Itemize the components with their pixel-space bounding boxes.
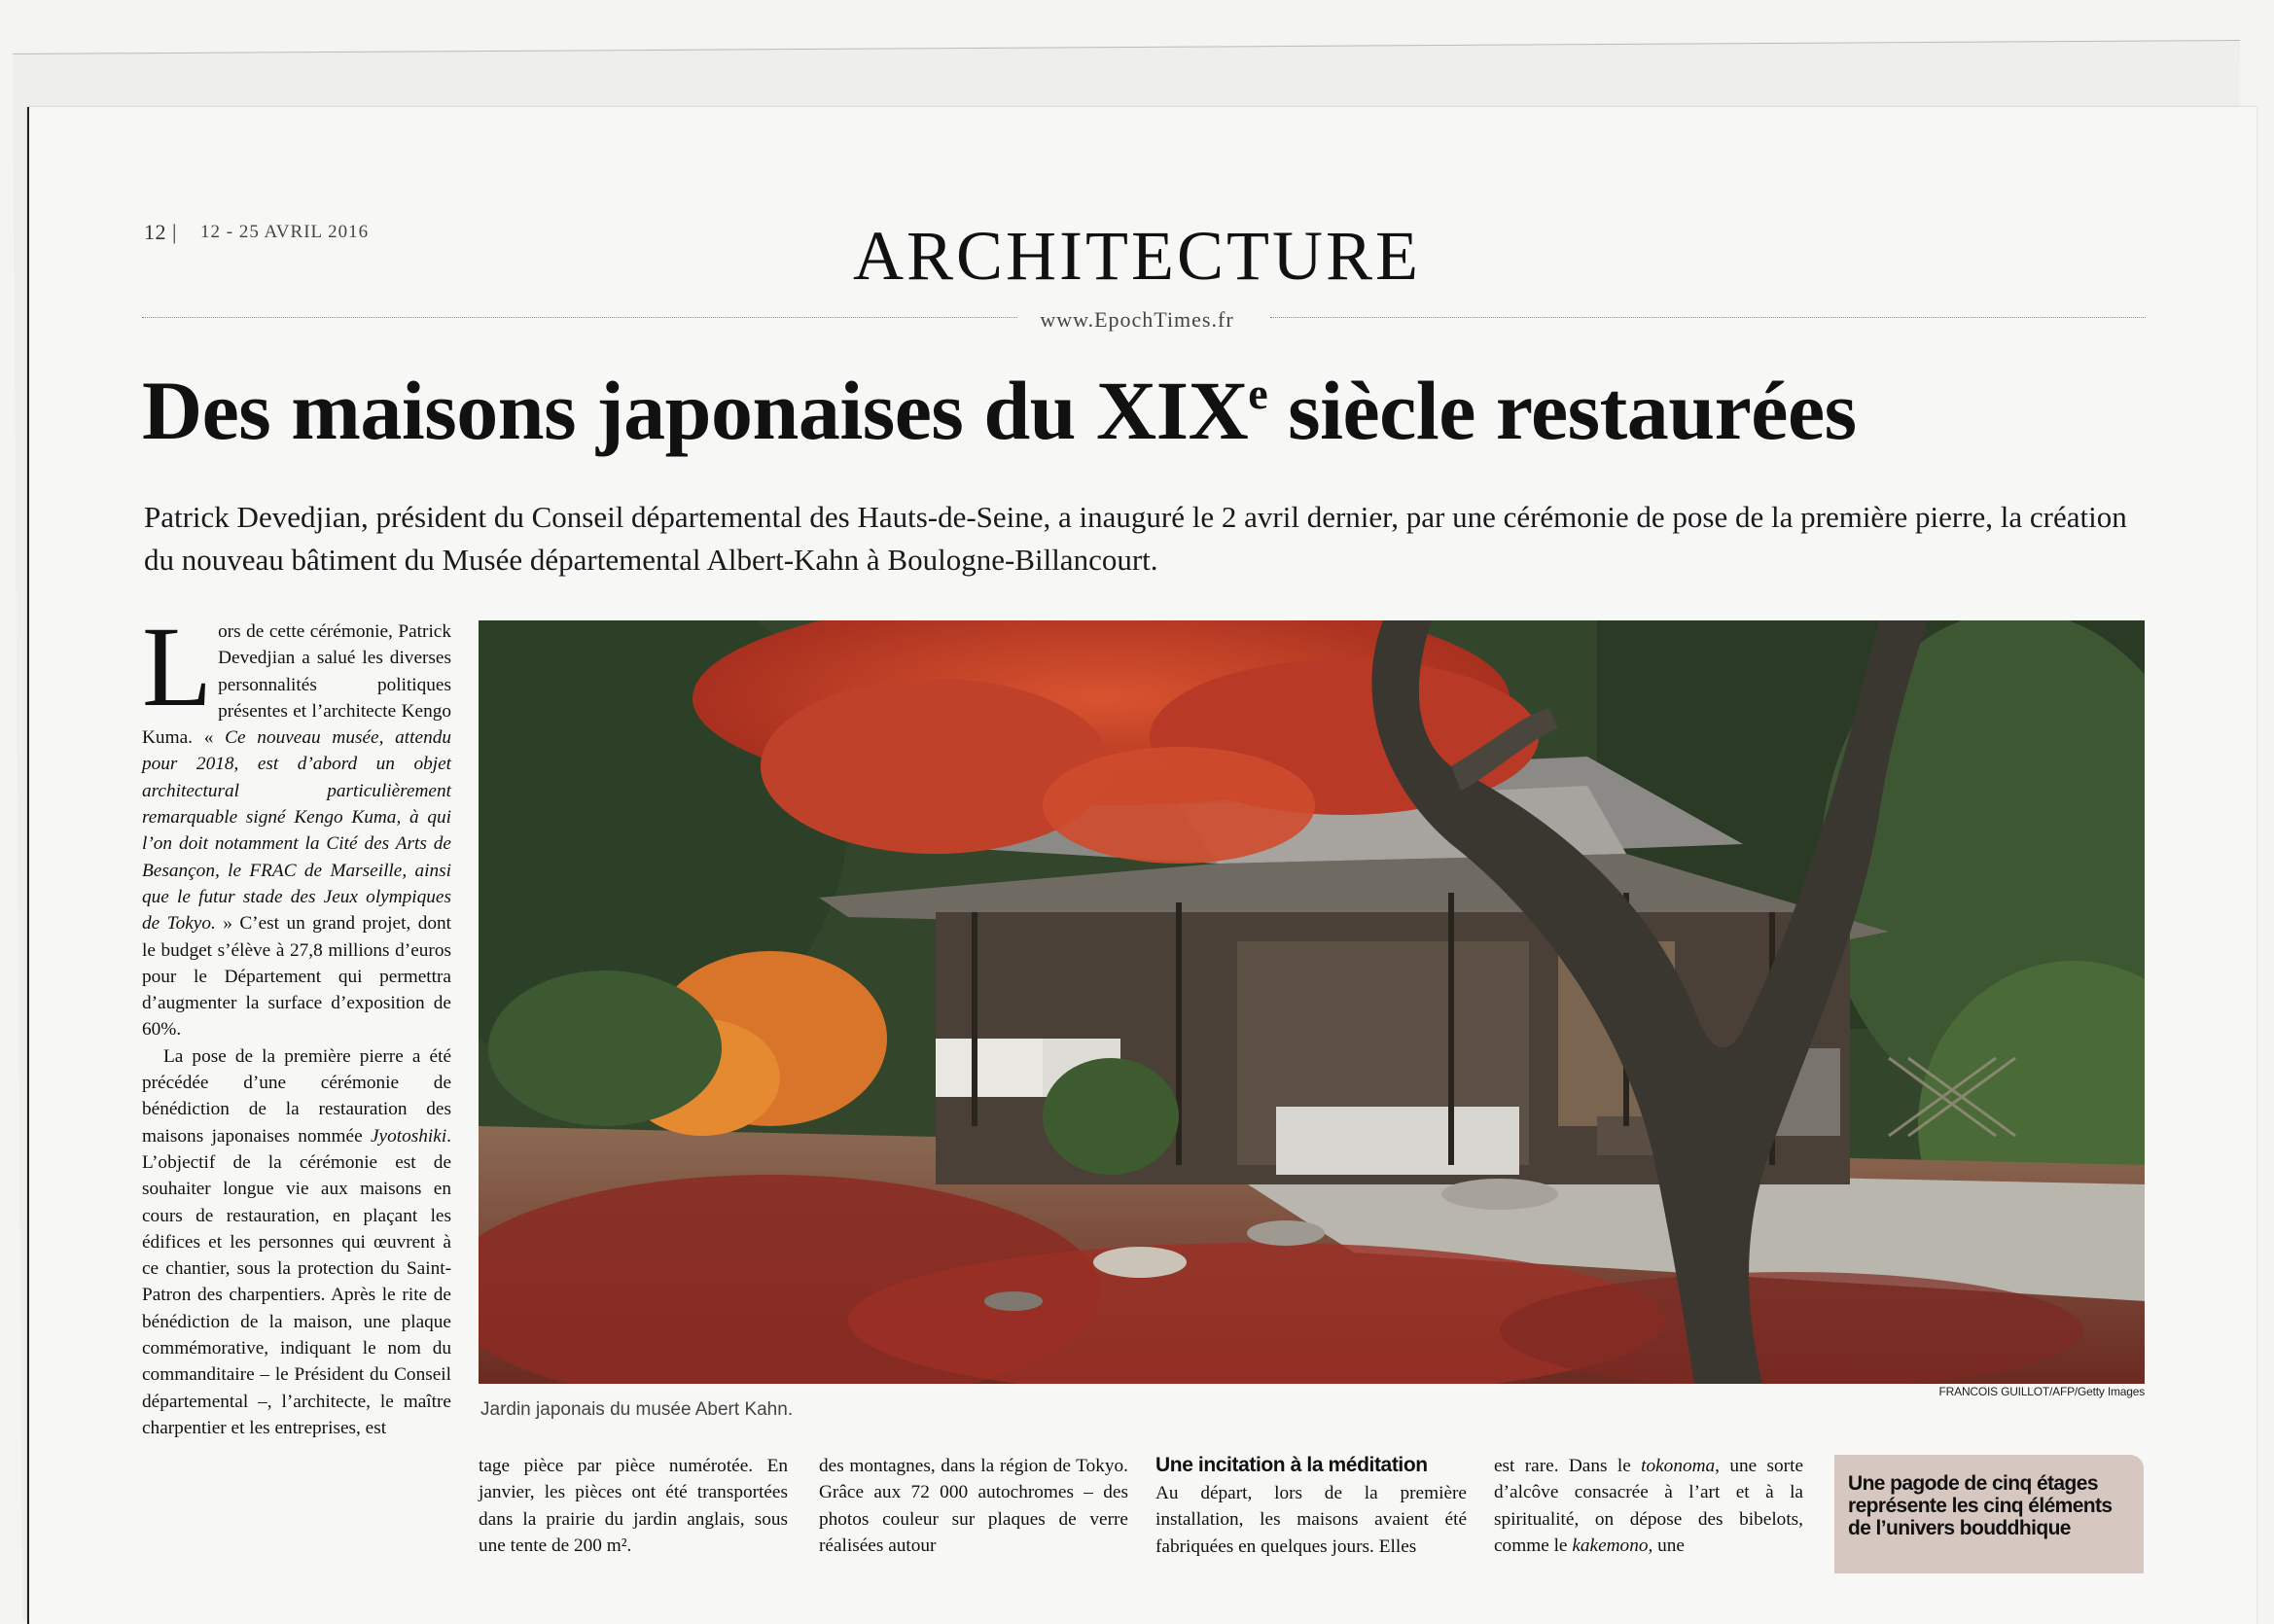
- dropcap: L: [142, 603, 213, 730]
- issue-date: 12 - 25 AVRIL 2016: [200, 222, 370, 242]
- pull-quote: Une pagode de cinq étages représente les cinq éléments de l’univers bouddhique: [1848, 1472, 2113, 1539]
- site-url: www.EpochTimes.fr: [1040, 307, 1234, 332]
- pull-quote-box: [1834, 1455, 2144, 1573]
- article-column-3: des montagnes, dans la région de Tokyo. Grâce aux 72 000 autochromes – des photos couleur sur plaques de verre réalisées autour: [819, 1456, 1128, 1556]
- photo-caption: Jardin japonais du musée Abert Kahn.: [480, 1399, 794, 1420]
- photo-credit: FRANCOIS GUILLOT/AFP/Getty Images: [1938, 1385, 2145, 1398]
- article-column-2: tage pièce par pièce numérotée. En janvier, les pièces ont été transportées dans la prairie du jardin anglais, sous une tente de 200 m².: [479, 1456, 788, 1556]
- headline: Des maisons japonaises du XIXe siècle restaurées: [142, 364, 1857, 457]
- article-column-5: est rare. Dans le tokonoma, une sorte d’alcôve consacrée à l’art et à la spiritualité, on dépose des bibelots, comme le kakemono, une: [1494, 1456, 1803, 1556]
- subheading: Une incitation à la méditation: [1155, 1454, 1428, 1476]
- article-column-4: Une incitation à la méditation Au départ, lors de la première installation, les maisons avaient été fabriquées en quelques jours. Elles: [1155, 1454, 1467, 1557]
- lede-paragraph: Patrick Devedjian, président du Conseil départemental des Hauts-de-Seine, a inauguré le 2 avril dernier, par une cérémonie de pose de la première pierre, la création du nouveau bâtiment du Musée départemental Albert-Kahn à Boulogne-Billancourt.: [144, 500, 2127, 577]
- headline-superscript: e: [1248, 369, 1268, 418]
- page-number: 12 |: [144, 220, 177, 244]
- section-title: ARCHITECTURE: [853, 217, 1421, 295]
- article-column-1: Lors de cette cérémonie, Patrick Devedjian a salué les diverses personnalités politiques présentes et l’architecte Kengo Kuma. « Ce nouveau musée, attendu pour 2018, est d’abord un objet architectural particulièrement remarquable signé Kengo Kuma, à qui l’on doit notamment la Cité des Arts de Besançon, le FRAC de Marseille, ainsi que le futur stade des Jeux olympiques de Tokyo. » C’est un grand projet, dont le budget s’élève à 27,8 millions d’euros pour le Département qui permettra d’augmenter la surface d’exposition de 60%. La pose de la première pierre a été précédée d’une cérémonie de bénédiction de la restauration des maisons japonaises nommée Jyotoshiki. L’objectif de la cérémonie est de souhaiter longue vie aux maisons en cours de restauration, en plaçant les édifices et les personnes qui œuvrent à ce chantier, sous la protection du Saint-Patron des charpentiers. Après le rite de bénédiction de la maison, une plaque commémorative, indiquant le nom du commanditaire – le Président du Conseil départemental –, l’architecte, le maître charpentier et les entreprises, est: [142, 603, 451, 1438]
- article-photo: [479, 620, 2145, 1384]
- tea-house-garden-illustration: [479, 620, 2145, 1384]
